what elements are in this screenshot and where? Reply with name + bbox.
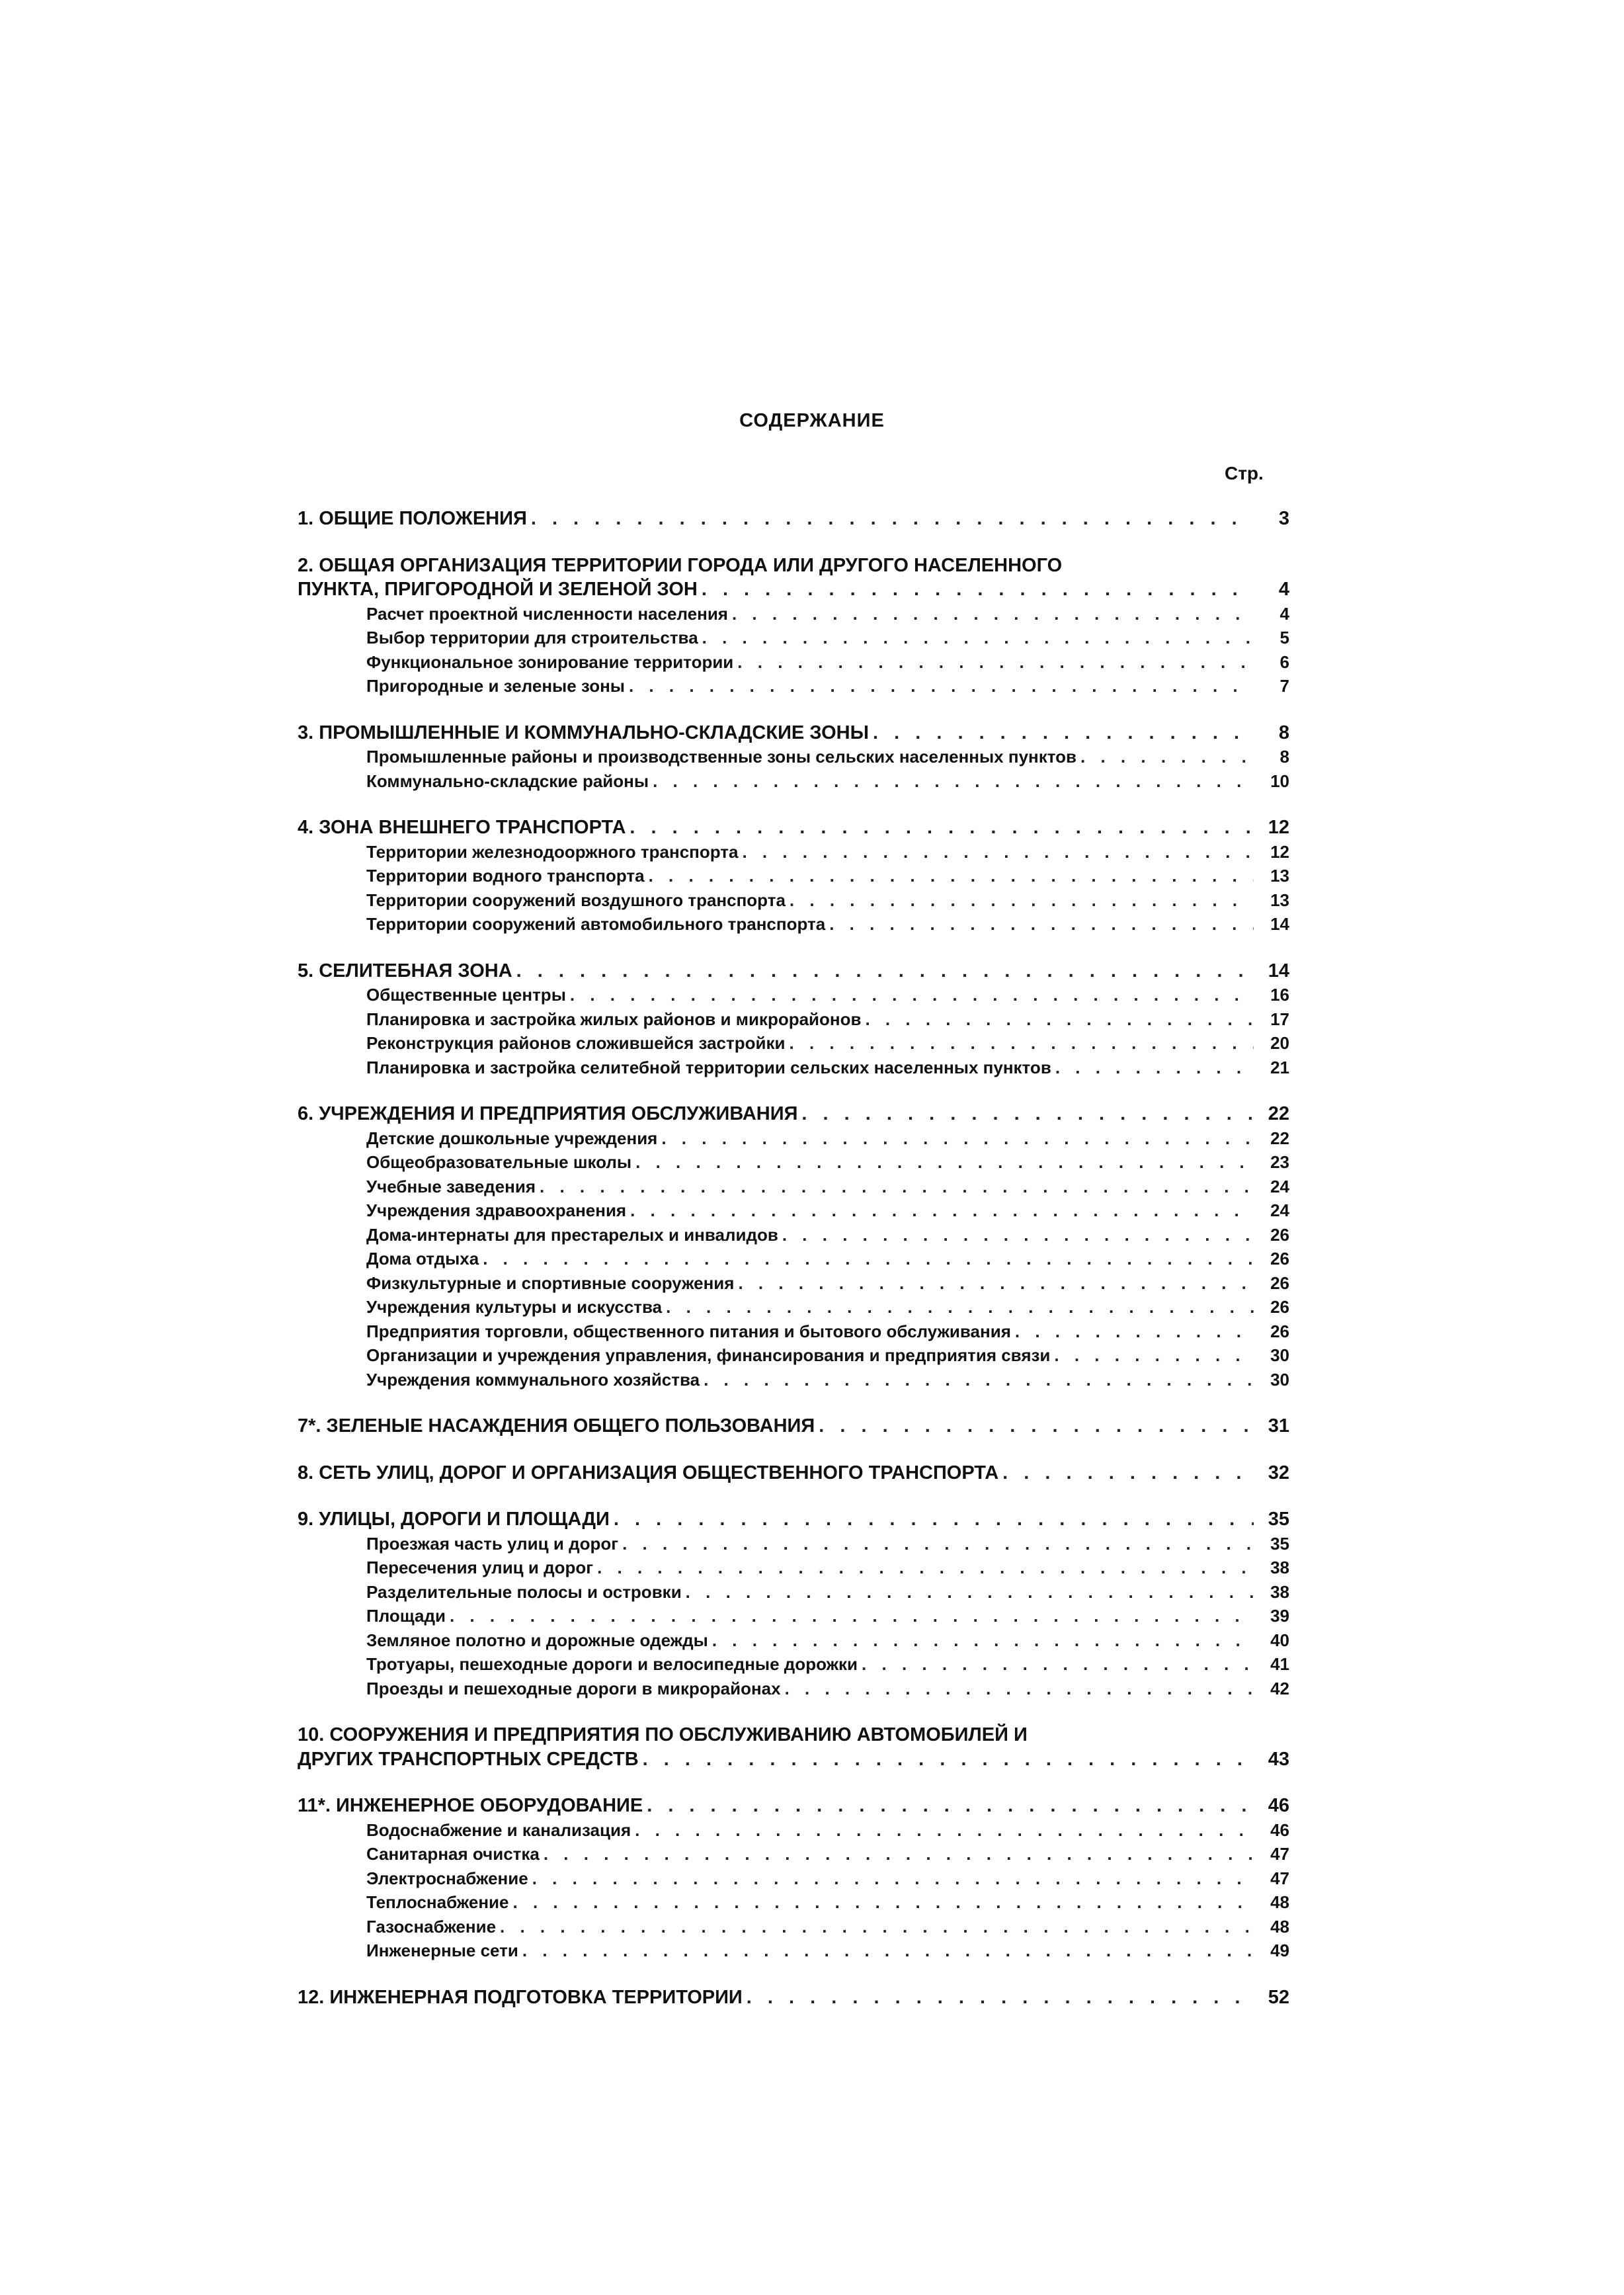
toc-item-row[interactable] [298, 1198, 1289, 1223]
toc-section [298, 507, 1289, 531]
toc-section-row[interactable] [298, 1794, 1289, 1818]
toc-item-label: Территории водного транспорта [366, 866, 645, 886]
dot-leader [1015, 1319, 1254, 1344]
toc-item-label: Тротуары, пешеходные дороги и велосипедные дорожки [366, 1654, 858, 1674]
dot-leader [737, 650, 1254, 675]
toc-item-label: Учреждения здравоохранения [366, 1200, 627, 1220]
dot-leader [516, 959, 1254, 983]
page-number: 4 [1278, 579, 1289, 600]
toc-item-label: Выбор территории для строительства [366, 628, 698, 647]
toc-section-row[interactable] [298, 1507, 1289, 1532]
dot-leader [666, 1295, 1254, 1319]
dot-leader [450, 1604, 1254, 1628]
page-number: 52 [1268, 1986, 1289, 2008]
page-number: 20 [1270, 1033, 1289, 1053]
toc-section [298, 1723, 1289, 1771]
page-number: 12 [1268, 817, 1289, 838]
page-title: СОДЕРЖАНИЕ [739, 410, 885, 431]
toc-item-label: Теплоснабжение [366, 1892, 509, 1912]
page-number: 42 [1270, 1678, 1289, 1698]
page-number: 48 [1270, 1892, 1289, 1912]
toc-item-row[interactable] [298, 1818, 1289, 1843]
page-number: 13 [1270, 866, 1289, 886]
toc-item-label: Коммунально-складские районы [366, 771, 649, 791]
page-number: 16 [1270, 985, 1289, 1005]
toc-section [298, 1985, 1289, 2010]
toc-item-label: Водоснабжение и канализация [366, 1819, 631, 1840]
page-number: 23 [1270, 1152, 1289, 1172]
toc-item-row[interactable] [298, 1677, 1289, 1701]
page-number: 26 [1270, 1273, 1289, 1293]
toc-item-row[interactable] [298, 1890, 1289, 1915]
toc-section-title: 9. УЛИЦЫ, ДОРОГИ И ПЛОЩАДИ [298, 1509, 610, 1530]
toc-section [298, 959, 1289, 1080]
page-number: 7 [1279, 676, 1289, 696]
toc-item-row[interactable] [298, 1532, 1289, 1556]
toc-item-row[interactable] [298, 912, 1289, 937]
page-number: 31 [1268, 1415, 1289, 1437]
page-number: 6 [1279, 651, 1289, 672]
dot-leader [782, 1223, 1254, 1247]
toc-item-row[interactable] [298, 1368, 1289, 1392]
toc-item-row[interactable] [298, 1175, 1289, 1199]
toc-section-row[interactable] [298, 815, 1289, 840]
page-number: 26 [1270, 1249, 1289, 1269]
page-number: 32 [1268, 1462, 1289, 1483]
toc-item-row[interactable] [298, 840, 1289, 864]
toc-item-label: Дома-интернаты для престарелых и инвалидов [366, 1224, 778, 1245]
toc-item-row[interactable] [298, 1247, 1289, 1271]
table-of-contents [298, 507, 1289, 2032]
page-number: 21 [1270, 1057, 1289, 1077]
toc-item-label: Разделительные полосы и островки [366, 1581, 682, 1602]
toc-item-label: Газоснабжение [366, 1916, 497, 1937]
toc-item-row[interactable] [298, 983, 1289, 1007]
toc-item-label: Земляное полотно и дорожные одежды [366, 1630, 708, 1650]
toc-item-row[interactable] [298, 1056, 1289, 1080]
toc-item-label: Учреждения культуры и искусства [366, 1297, 663, 1317]
dot-leader [801, 1102, 1254, 1126]
toc-section-row[interactable] [298, 577, 1289, 602]
dot-leader [1055, 1056, 1254, 1080]
toc-section-row[interactable] [298, 1747, 1289, 1772]
dot-leader [483, 1247, 1254, 1271]
page-number: 22 [1268, 1103, 1289, 1124]
page-number: 24 [1270, 1200, 1289, 1220]
dot-leader [643, 1747, 1254, 1772]
dot-leader [661, 1126, 1254, 1151]
toc-item-row[interactable] [298, 769, 1289, 794]
page-column-label: Стр. [1225, 463, 1264, 483]
toc-item-label: Электроснабжение [366, 1868, 528, 1888]
page-number: 38 [1270, 1581, 1289, 1602]
page-number: 38 [1270, 1558, 1289, 1577]
dot-leader [522, 1939, 1254, 1963]
page-number: 39 [1270, 1606, 1289, 1626]
toc-item-label: Организации и учреждения управления, финансирования и предприятия связи [366, 1345, 1051, 1365]
toc-item-row[interactable] [298, 745, 1289, 769]
toc-item-label: Расчет проектной численности населения [366, 603, 728, 624]
toc-item-label: Общественные центры [366, 985, 566, 1005]
dot-leader [738, 1271, 1254, 1296]
toc-item-label: Физкультурные и спортивные сооружения [366, 1273, 735, 1293]
dot-leader [544, 1842, 1254, 1866]
toc-item-label: Учебные заведения [366, 1176, 536, 1196]
toc-item-label: Функциональное зонирование территории [366, 651, 734, 672]
toc-item-label: Территории железнодооржного транспорта [366, 841, 739, 862]
page-number: 35 [1268, 1509, 1289, 1530]
dot-leader [1080, 745, 1254, 769]
page-number: 10 [1270, 771, 1289, 791]
page-number: 47 [1270, 1844, 1289, 1864]
dot-leader [647, 1794, 1254, 1818]
toc-item-row[interactable] [298, 674, 1289, 698]
toc-section-title-line1: 2. ОБЩАЯ ОРГАНИЗАЦИЯ ТЕРРИТОРИИ ГОРОДА ИЛИ ДРУГОГО НАСЕЛЕННОГО [298, 554, 1063, 576]
toc-section-title: ПУНКТА, ПРИГОРОДНОЙ И ЗЕЛЕНОЙ ЗОН [298, 579, 698, 600]
page-number: 46 [1268, 1795, 1289, 1816]
dot-leader [614, 1507, 1254, 1532]
page-number: 22 [1270, 1128, 1289, 1148]
toc-section-title: ДРУГИХ ТРАНСПОРТНЫХ СРЕДСТВ [298, 1748, 639, 1770]
page-number: 3 [1278, 508, 1289, 529]
toc-item-row[interactable] [298, 650, 1289, 675]
dot-leader [629, 815, 1254, 840]
dot-leader [635, 1150, 1254, 1175]
toc-item-row[interactable] [298, 1319, 1289, 1344]
dot-leader [785, 1677, 1254, 1701]
dot-leader [597, 1556, 1254, 1580]
toc-item-label: Площади [366, 1606, 446, 1626]
toc-item-label: Территории сооружений автомобильного транспорта [366, 914, 826, 934]
toc-section-row[interactable] [298, 1985, 1289, 2010]
page-number: 48 [1270, 1916, 1289, 1937]
toc-section-title: 7*. ЗЕЛЕНЫЕ НАСАЖДЕНИЯ ОБЩЕГО ПОЛЬЗОВАНИЯ [298, 1415, 815, 1437]
page-number: 5 [1279, 628, 1289, 647]
dot-leader [1054, 1343, 1254, 1368]
toc-section-title: 6. УЧРЕЖДЕНИЯ И ПРЕДПРИЯТИЯ ОБСЛУЖИВАНИЯ [298, 1103, 798, 1124]
dot-leader [686, 1580, 1254, 1605]
page-number: 14 [1268, 960, 1289, 981]
toc-section-row[interactable] [298, 959, 1289, 983]
dot-leader [653, 769, 1254, 794]
toc-section-title: 12. ИНЖЕНЕРНАЯ ПОДГОТОВКА ТЕРРИТОРИИ [298, 1986, 743, 2008]
page-number: 26 [1270, 1224, 1289, 1245]
toc-section-title: 1. ОБЩИЕ ПОЛОЖЕНИЯ [298, 508, 527, 529]
toc-item-label: Проезды и пешеходные дороги в микрорайонах [366, 1678, 781, 1698]
page-number: 17 [1270, 1009, 1289, 1029]
page-number: 47 [1270, 1868, 1289, 1888]
toc-item-row[interactable] [298, 1007, 1289, 1032]
toc-item-label: Планировка и застройка селитебной территории сельских населенных пунктов [366, 1057, 1051, 1077]
dot-leader [712, 1628, 1254, 1653]
toc-item-label: Дома отдыха [366, 1249, 479, 1269]
toc-item-row[interactable] [298, 1866, 1289, 1891]
dot-leader [532, 1866, 1254, 1891]
toc-item-label: Детские дошкольные учреждения [366, 1128, 658, 1148]
dot-leader [570, 983, 1254, 1007]
dot-leader [1002, 1461, 1254, 1485]
dot-leader [862, 1652, 1254, 1677]
page-number: 26 [1270, 1321, 1289, 1341]
toc-section-row[interactable] [298, 721, 1289, 745]
toc-section [298, 815, 1289, 937]
toc-item-label: Пересечения улиц и дорог [366, 1558, 594, 1577]
dot-leader [873, 721, 1254, 745]
toc-item-row[interactable] [298, 1126, 1289, 1151]
toc-section-title: 5. СЕЛИТЕБНАЯ ЗОНА [298, 960, 512, 981]
dot-leader [629, 674, 1254, 698]
dot-leader [790, 888, 1254, 913]
toc-item-row[interactable] [298, 1343, 1289, 1368]
toc-section-title-line1: 10. СООРУЖЕНИЯ И ПРЕДПРИЯТИЯ ПО ОБСЛУЖИВАНИЮ АВТОМОБИЛЕЙ И [298, 1724, 1028, 1745]
toc-section [298, 1507, 1289, 1700]
dot-leader [742, 840, 1254, 864]
toc-item-label: Планировка и застройка жилых районов и микрорайонов [366, 1009, 862, 1029]
dot-leader [531, 507, 1254, 531]
dot-leader [540, 1175, 1254, 1199]
toc-item-row[interactable] [298, 1915, 1289, 1939]
toc-item-label: Пригородные и зеленые зоны [366, 676, 625, 696]
toc-section-row[interactable] [298, 1414, 1289, 1439]
dot-leader [790, 1031, 1254, 1056]
dot-leader [635, 1818, 1254, 1843]
toc-item-label: Инженерные сети [366, 1940, 518, 1960]
toc-item-label: Учреждения коммунального хозяйства [366, 1369, 700, 1390]
dot-leader [513, 1890, 1254, 1915]
dot-leader [732, 602, 1254, 626]
dot-leader [630, 1198, 1254, 1223]
dot-leader [865, 1007, 1254, 1032]
dot-leader [702, 626, 1254, 650]
dot-leader [622, 1532, 1254, 1556]
toc-section-row[interactable] [298, 507, 1289, 531]
toc-section [298, 1414, 1289, 1439]
toc-item-row[interactable] [298, 1031, 1289, 1056]
toc-item-row[interactable] [298, 1652, 1289, 1677]
page-number: 30 [1270, 1369, 1289, 1390]
toc-item-row[interactable] [298, 1556, 1289, 1580]
page-number: 43 [1268, 1748, 1289, 1770]
toc-item-label: Реконструкция районов сложившейся застройки [366, 1033, 786, 1053]
page-number: 12 [1270, 841, 1289, 862]
toc-section-title: 8. СЕТЬ УЛИЦ, ДОРОГ И ОРГАНИЗАЦИЯ ОБЩЕСТВЕННОГО ТРАНСПОРТА [298, 1462, 999, 1483]
toc-item-row[interactable] [298, 1580, 1289, 1605]
toc-section [298, 1461, 1289, 1485]
page-number: 30 [1270, 1345, 1289, 1365]
page-number: 8 [1279, 747, 1289, 767]
page-number: 46 [1270, 1819, 1289, 1840]
page-number: 4 [1279, 603, 1289, 624]
toc-item-row[interactable] [298, 1939, 1289, 1963]
toc-item-label: Проезжая часть улиц и дорог [366, 1533, 619, 1554]
page-number: 49 [1270, 1940, 1289, 1960]
toc-item-row[interactable] [298, 602, 1289, 626]
toc-item-row[interactable] [298, 888, 1289, 913]
toc-item-row[interactable] [298, 626, 1289, 650]
toc-section [298, 1102, 1289, 1392]
page-number: 41 [1270, 1654, 1289, 1674]
toc-section [298, 1794, 1289, 1963]
page-number: 8 [1278, 722, 1289, 743]
toc-item-label: Санитарная очистка [366, 1844, 540, 1864]
toc-item-row[interactable] [298, 1223, 1289, 1247]
dot-leader [500, 1915, 1254, 1939]
toc-section-title: 11*. ИНЖЕНЕРНОЕ ОБОРУДОВАНИЕ [298, 1795, 643, 1816]
toc-item-label: Общеобразовательные школы [366, 1152, 632, 1172]
dot-leader [819, 1414, 1254, 1439]
toc-item-row[interactable] [298, 1604, 1289, 1628]
page-number: 35 [1270, 1533, 1289, 1554]
toc-item-label: Территории сооружений воздушного транспорта [366, 890, 786, 910]
dot-leader [704, 1368, 1254, 1392]
toc-section [298, 554, 1289, 698]
dot-leader [649, 864, 1254, 888]
toc-item-row[interactable] [298, 1842, 1289, 1866]
toc-section-row[interactable] [298, 1102, 1289, 1126]
toc-item-row[interactable] [298, 864, 1289, 888]
toc-item-label: Промышленные районы и производственные зоны сельских населенных пунктов [366, 747, 1076, 767]
toc-section-title: 3. ПРОМЫШЛЕННЫЕ И КОММУНАЛЬНО-СКЛАДСКИЕ ЗОНЫ [298, 722, 869, 743]
dot-leader [829, 912, 1254, 937]
toc-item-row[interactable] [298, 1628, 1289, 1653]
page-number: 24 [1270, 1176, 1289, 1196]
page-number: 14 [1270, 914, 1289, 934]
page-number: 40 [1270, 1630, 1289, 1650]
toc-section [298, 721, 1289, 794]
page-number: 26 [1270, 1297, 1289, 1317]
toc-section-title: 4. ЗОНА ВНЕШНЕГО ТРАНСПОРТА [298, 817, 626, 838]
toc-item-label: Предприятия торговли, общественного питания и бытового обслуживания [366, 1321, 1011, 1341]
page-number: 13 [1270, 890, 1289, 910]
toc-item-row[interactable] [298, 1150, 1289, 1175]
dot-leader [702, 577, 1254, 602]
toc-section-row[interactable] [298, 1461, 1289, 1485]
toc-item-row[interactable] [298, 1271, 1289, 1296]
toc-item-row[interactable] [298, 1295, 1289, 1319]
dot-leader [747, 1985, 1254, 2010]
